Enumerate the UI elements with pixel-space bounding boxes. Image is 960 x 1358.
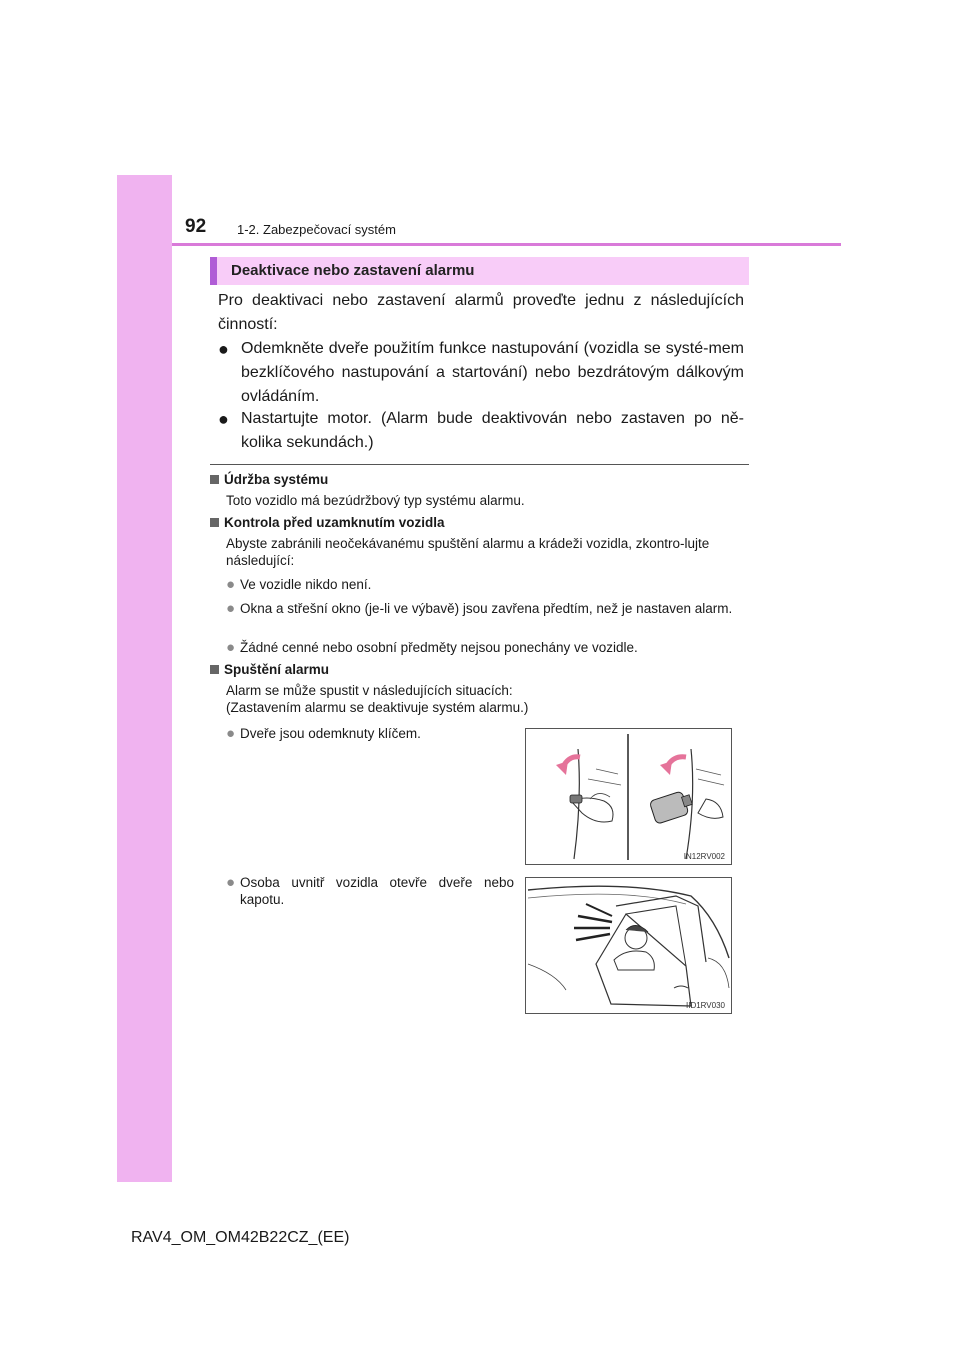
header-rule — [172, 243, 841, 246]
person-door-illustration — [526, 878, 731, 1013]
section-heading-bar — [210, 257, 749, 285]
section-divider — [210, 464, 749, 465]
note-text: (Zastavením alarmu se deaktivuje systém alarmu.) — [226, 700, 529, 715]
note-text: Abyste zabránili neočekávanému spuštění alarmu a krádeži vozidla, zkontro-lujte následující: — [226, 536, 710, 568]
bullet-icon: ● — [218, 339, 229, 359]
note-text: Toto vozidlo má bezúdržbový typ systému alarmu. — [226, 493, 525, 508]
key-fob-icon — [649, 791, 689, 824]
dot-bullet-icon: ● — [226, 639, 236, 656]
note-heading: Kontrola před uzamknutím vozidla — [210, 515, 445, 530]
figure-code: IN12RV002 — [683, 852, 725, 861]
square-bullet-icon — [210, 518, 219, 527]
list-item: ● Dveře jsou odemknuty klíčem. — [226, 725, 421, 742]
page-number: 92 — [185, 216, 207, 237]
dot-bullet-icon: ● — [226, 725, 236, 742]
footer-doc-code: RAV4_OM_OM42B22CZ_(EE) — [131, 1229, 350, 1246]
dot-bullet-icon: ● — [226, 600, 236, 617]
dot-bullet-icon: ● — [226, 874, 236, 891]
figure-code: IID1RV030 — [686, 1001, 725, 1010]
bullet-text: Odemkněte dveře použitím funkce nastupování (vozidla se systé-mem bezklíčového nastupování a startování) nebo bezdrátovým dálkovým ovládáním. — [241, 340, 744, 405]
figure-person-door — [525, 877, 732, 1014]
note-heading: Údržba systému — [210, 472, 328, 487]
alert-line-icon — [578, 916, 612, 922]
section-title: Deaktivace nebo zastavení alarmu — [231, 262, 475, 279]
section-intro: Pro deaktivaci nebo zastavení alarmů proveďte jednu z následujících činností: — [218, 292, 744, 333]
square-bullet-icon — [210, 665, 219, 674]
bullet-text: Nastartujte motor. (Alarm bude deaktivován nebo zastaven po ně-kolika sekundách.) — [241, 410, 744, 451]
dot-bullet-icon: ● — [226, 576, 236, 593]
key-door-illustration — [526, 729, 731, 864]
list-item: ● Žádné cenné nebo osobní předměty nejsou ponechány ve vozidle. — [226, 639, 638, 656]
chapter-title: 1-2. Zabezpečovací systém — [237, 222, 396, 237]
key-icon — [570, 795, 582, 803]
list-item: ● Ve vozidle nikdo není. — [226, 576, 372, 593]
list-item: ● Osoba uvnitř vozidla otevře dveře nebo kapotu. — [226, 874, 514, 907]
square-bullet-icon — [210, 475, 219, 484]
note-heading: Spuštění alarmu — [210, 662, 329, 677]
figure-key-unlock — [525, 728, 732, 865]
list-item: ● Okna a střešní okno (je-li ve výbavě) jsou zavřena předtím, než je nastaven alarm. — [226, 600, 733, 617]
note-text: Alarm se může spustit v následujících situacích: — [226, 683, 513, 698]
bullet-icon: ● — [218, 409, 229, 429]
bullet-item — [218, 407, 744, 455]
sidebar-tab — [117, 175, 172, 1182]
bullet-item — [218, 337, 744, 409]
